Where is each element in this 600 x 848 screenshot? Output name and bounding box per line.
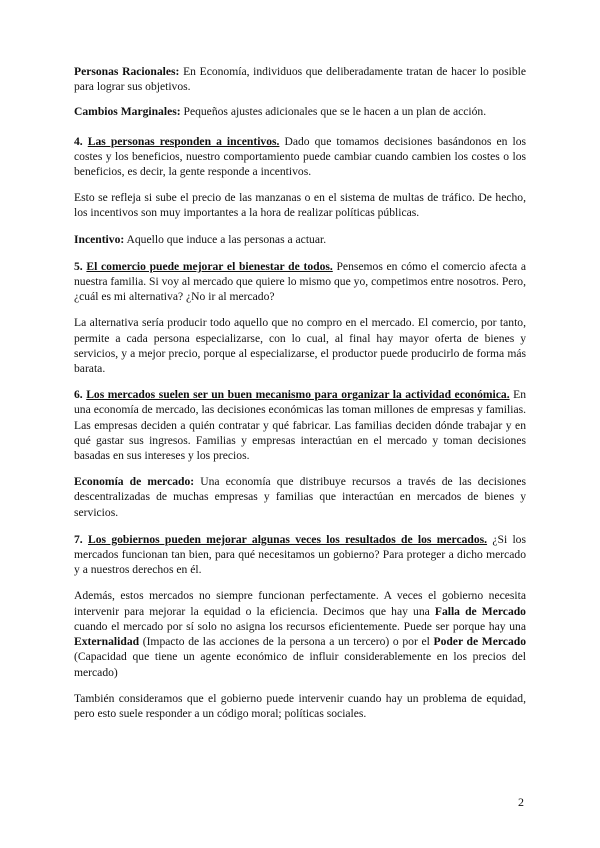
paragraph-text: También consideramos que el gobierno puede intervenir cuando hay un problema de equidad, pero esto suele responder a un código moral; políticas sociales. <box>74 691 526 720</box>
principle-heading-4: Las personas responden a incentivos. <box>87 134 280 148</box>
paragraph-incentivo <box>74 232 526 247</box>
paragraph-text: ¿Si los mercados funcionan tan bien, para qué necesitamos un gobierno? Para proteger a dicho mercado y a nuestros derechos en él. <box>74 532 526 577</box>
term-economia-de-mercado: Economía de mercado: <box>74 475 195 489</box>
paragraph-personas-racionales <box>74 64 526 94</box>
definition-text: En Economía, individuos que deliberadamente tratan de hacer lo posible para lograr sus objetivos. <box>74 65 526 94</box>
paragraph-text: La alternativa sería producir todo aquello que no compro en el mercado. El comercio, por tanto, permite a cada persona especializarse, con lo cual, al final hay mayor oferta de bienes y servicios, y a mejor precio, porque al especializarse, el productor puede producirlo de forma más barata. <box>74 316 526 376</box>
principle-heading-6: Los mercados suelen ser un buen mecanismo para organizar la actividad económica. <box>86 388 510 402</box>
principle-number: 6. <box>74 388 87 402</box>
paragraph-text: En una economía de mercado, las decisiones económicas las toman millones de empresas y familias. Las empresas deciden a quién contratar y qué fabricar. Las familias deciden dónde trabajar y en qué gastar sus ingresos. Familias y empresas interactúan en el mercado y toman decisiones basadas en sus intereses y los precios. <box>74 388 526 463</box>
term-personas-racionales: Personas Racionales: <box>74 65 180 78</box>
definition-text: Aquello que induce a las personas a actuar. <box>124 232 327 246</box>
paragraph-text: Pensemos en cómo el comercio afecta a nuestra familia. Si voy al mercado que quiere lo mismo que yo, competimos entre nosotros. Pero, ¿cuál es mi alternativa? ¿No ir al mercado? <box>74 259 526 304</box>
paragraph-trade-alternative <box>74 315 526 376</box>
principle-number: 4. <box>74 134 88 148</box>
paragraph-economia-de-mercado <box>74 474 526 520</box>
paragraph-text: (Impacto de las acciones de la persona a un tercero) o por el <box>139 635 434 649</box>
document-body <box>74 64 526 736</box>
paragraph-principle-5 <box>74 259 526 305</box>
paragraph-cambios-marginales <box>74 104 526 119</box>
paragraph-text: cuando el mercado por sí solo no asigna los recursos eficientemente. Puede ser porque hay una <box>74 619 526 633</box>
definition-text: Pequeños ajustes adicionales que se le hacen a un plan de acción. <box>180 105 487 119</box>
paragraph-market-failures <box>74 588 526 679</box>
term-incentivo: Incentivo: <box>74 232 125 246</box>
paragraph-principle-7 <box>74 532 526 578</box>
paragraph-text: Además, estos mercados no siempre funcionan perfectamente. A veces el gobierno necesita intervenir para mejorar la equidad o la eficiencia. Decimos que hay una <box>74 589 526 618</box>
paragraph-text: Dado que tomamos decisiones basándonos en los costes y los beneficios, nuestro comportamiento puede cambiar cuando cambien los costes o los beneficios, es decir, la gente responde a incentivos. <box>74 134 527 179</box>
principle-number: 5. <box>74 259 87 273</box>
principle-number: 7. <box>74 532 88 546</box>
term-cambios-marginales: Cambios Marginales: <box>74 105 181 119</box>
term-poder-de-mercado: Poder de Mercado <box>433 635 526 649</box>
page-number: 2 <box>518 795 524 809</box>
term-externalidad: Externalidad <box>74 635 140 649</box>
paragraph-principle-4 <box>74 134 526 180</box>
paragraph-equity <box>74 691 526 721</box>
principle-heading-7: Los gobiernos pueden mejorar algunas veces los resultados de los mercados. <box>87 532 488 546</box>
paragraph-text: Esto se refleja si sube el precio de las manzanas o en el sistema de multas de tráfico. De hecho, los incentivos son muy importantes a la hora de realizar políticas públicas. <box>74 191 526 220</box>
principle-heading-5: El comercio puede mejorar el bienestar de todos. <box>86 259 333 273</box>
paragraph-principle-6 <box>74 387 526 463</box>
definition-text: Una economía que distribuye recursos a través de las decisiones descentralizadas de muchas empresas y familias que interactúan en mercados de bienes y servicios. <box>74 475 526 519</box>
paragraph-text: (Capacidad que tiene un agente económico de influir considerablemente en los precios del mercado) <box>74 650 526 679</box>
term-falla-de-mercado: Falla de Mercado <box>434 604 526 618</box>
paragraph-incentives-example <box>74 190 526 220</box>
